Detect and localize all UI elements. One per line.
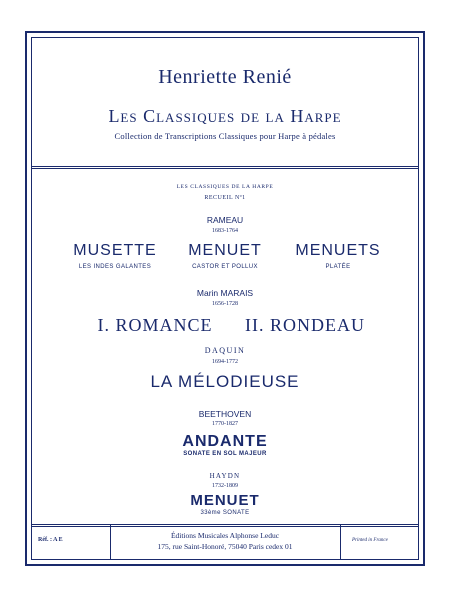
printed-in-note: Printed in France xyxy=(352,538,388,543)
piece-menuets: MENUETS xyxy=(295,242,381,259)
publisher-name: Éditions Musicales Alphonse Leduc xyxy=(170,531,280,540)
source-castor-pollux: CASTOR ET POLLUX xyxy=(192,264,258,270)
dates-haydn: 1732-1809 xyxy=(212,483,238,489)
series-subtitle: Collection de Transcriptions Classiques pour Harpe à pédales xyxy=(114,131,336,141)
piece-andante: ANDANTE xyxy=(182,433,268,450)
piece-romance: I. ROMANCE xyxy=(97,315,213,335)
dates-daquin: 1694-1772 xyxy=(212,359,238,365)
composer-rameau: RAMEAU xyxy=(206,215,244,225)
header-divider-secondary xyxy=(31,168,419,169)
publisher-block xyxy=(110,531,340,552)
piece-rondeau: II. RONDEAU xyxy=(245,315,365,335)
dates-rameau: 1683-1764 xyxy=(212,228,238,234)
source-sonate-sol-majeur: SONATE EN SOL MAJEUR xyxy=(183,451,267,457)
recueil-number: RECUEIL Nº1 xyxy=(204,195,246,201)
footer-divider-secondary xyxy=(31,526,419,527)
source-platee: PLATÉE xyxy=(325,264,351,270)
source-indes-galantes: LES INDES GALANTES xyxy=(78,264,152,270)
piece-menuet-haydn: MENUET xyxy=(190,492,260,509)
composer-beethoven: BEETHOVEN xyxy=(198,409,252,419)
header-divider xyxy=(31,166,419,167)
reference-code: Réf. : A E xyxy=(38,537,63,543)
recueil-series-label: LES CLASSIQUES DE LA HARPE xyxy=(176,184,274,190)
composer-daquin: DAQUIN xyxy=(204,346,246,355)
footer-separator-right xyxy=(340,525,341,560)
author-name: Henriette Renié xyxy=(158,66,292,88)
piece-musette: MUSETTE xyxy=(73,242,157,259)
footer-divider xyxy=(31,524,419,525)
dates-marais: 1656-1728 xyxy=(212,301,238,307)
piece-la-melodieuse: LA MÉLODIEUSE xyxy=(150,372,300,391)
piece-menuet-rameau: MENUET xyxy=(188,242,262,259)
source-33eme-sonate: 33ème SONATE xyxy=(200,510,250,516)
composer-marais: Marin MARAIS xyxy=(196,288,254,298)
dates-beethoven: 1770-1827 xyxy=(212,421,238,427)
series-title: Les Classiques de la Harpe xyxy=(108,106,342,126)
composer-haydn: HAYDN xyxy=(209,472,241,480)
publisher-address: 175, rue Saint-Honoré, 75040 Paris cedex 01 xyxy=(157,541,293,551)
